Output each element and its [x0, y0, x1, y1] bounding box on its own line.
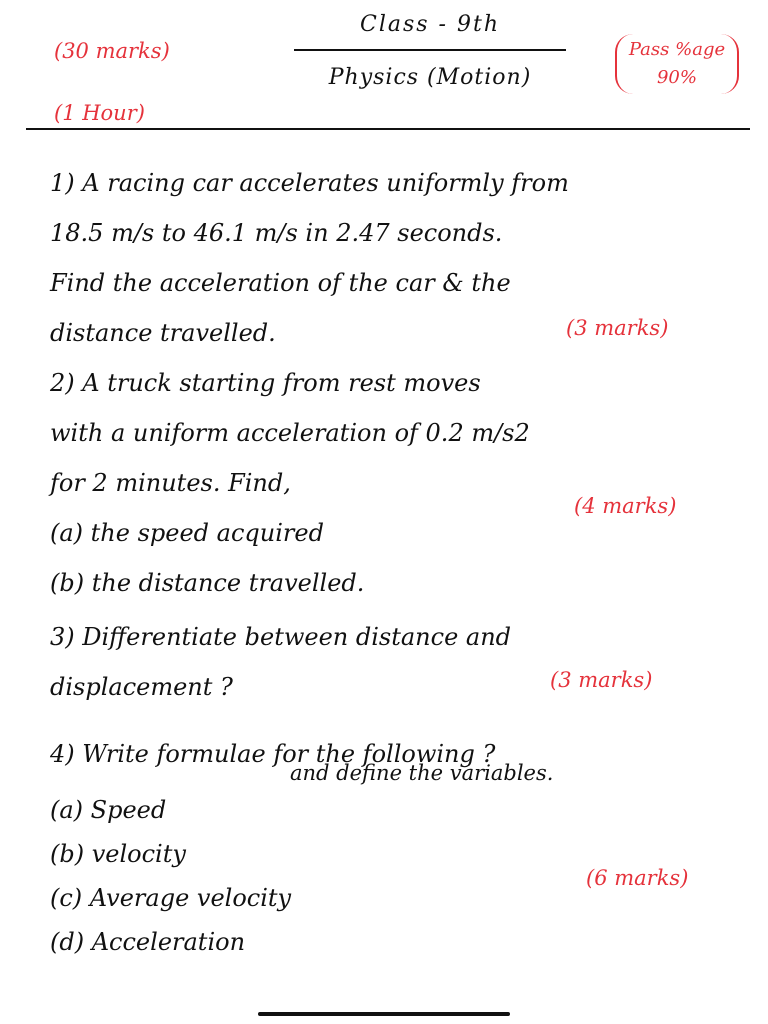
header-divider	[26, 128, 750, 130]
question-line: 2) A truck starting from rest moves	[50, 369, 481, 397]
question-4-marks: (6 marks)	[586, 866, 689, 890]
question-line: (b) the distance travelled.	[50, 569, 365, 597]
question-line: 4) Write formulae for the following ?	[50, 740, 496, 768]
question-line: 3) Differentiate between distance and	[50, 623, 512, 651]
pass-box	[615, 34, 739, 94]
question-line: displacement ?	[50, 673, 233, 701]
question-line: (b) velocity	[50, 840, 186, 868]
home-indicator[interactable]	[258, 1012, 510, 1016]
pass-label: Pass %age	[628, 39, 726, 60]
question-1-marks: (3 marks)	[566, 316, 669, 340]
question-line: (c) Average velocity	[50, 884, 292, 912]
question-2-marks: (4 marks)	[574, 494, 677, 518]
question-4	[50, 732, 750, 964]
question-line: Find the acceleration of the car & the	[50, 269, 511, 297]
exam-meta	[54, 20, 170, 144]
total-marks: (30 marks)	[54, 39, 170, 63]
title-divider	[294, 49, 566, 51]
class-label: Class - 9th	[360, 12, 500, 37]
question-line: distance travelled.	[50, 319, 276, 347]
subject-label: Physics (Motion)	[328, 65, 532, 90]
question-line: with a uniform acceleration of 0.2 m/s2	[50, 419, 530, 447]
question-line: (d) Acceleration	[50, 928, 246, 956]
question-3-marks: (3 marks)	[550, 668, 653, 692]
question-2	[50, 358, 750, 608]
question-line: 18.5 m/s to 46.1 m/s in 2.47 seconds.	[50, 219, 503, 247]
question-line: 1) A racing car accelerates uniformly from	[50, 169, 569, 197]
question-line: (a) Speed	[50, 796, 167, 824]
question-line: for 2 minutes. Find,	[50, 469, 291, 497]
exam-title	[290, 12, 570, 90]
pass-percentage	[592, 34, 762, 94]
question-line: and define the variables.	[290, 761, 554, 785]
question-line: (a) the speed acquired	[50, 519, 324, 547]
duration: (1 Hour)	[54, 101, 145, 125]
question-3	[50, 612, 750, 712]
pass-value: 90%	[656, 67, 697, 88]
